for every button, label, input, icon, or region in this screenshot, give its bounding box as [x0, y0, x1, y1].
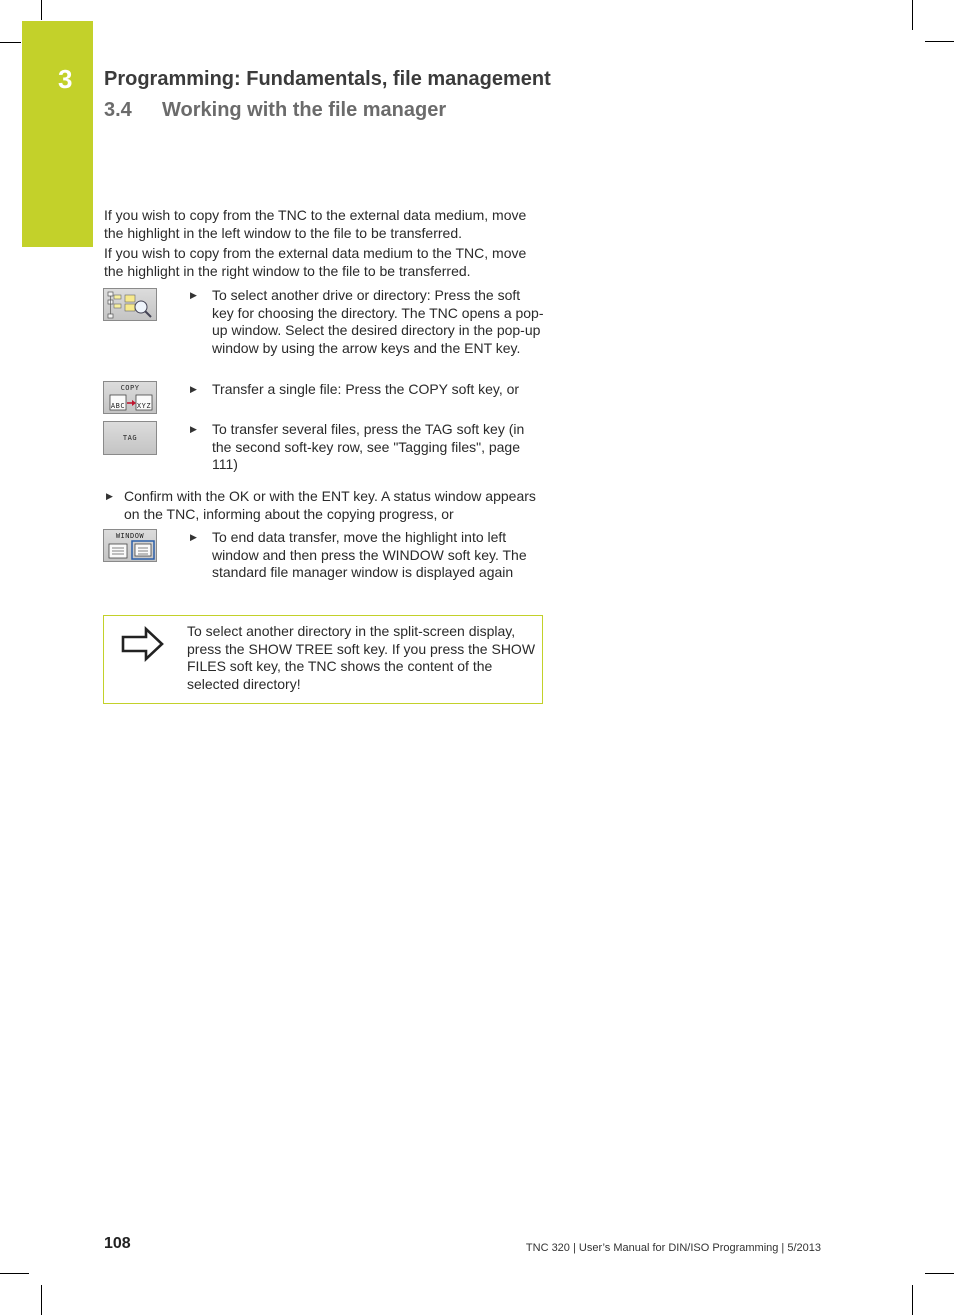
copy-softkey[interactable]: COPY ABC XYZ	[103, 381, 157, 414]
footer-text: TNC 320 | User’s Manual for DIN/ISO Programming | 5/2013	[525, 1242, 821, 1254]
tag-softkey[interactable]: TAG	[103, 421, 157, 455]
crop-mark	[0, 42, 21, 43]
step-tag-files: ▶ To transfer several files, press the TAG soft key (in the second soft-key row, see "Tagging files", page 111)	[190, 421, 525, 472]
crop-mark	[912, 0, 913, 30]
directory-softkey[interactable]	[103, 288, 157, 321]
crop-mark	[925, 41, 954, 42]
crop-mark	[912, 1285, 913, 1315]
crop-mark	[41, 0, 42, 20]
paragraph: If you wish to copy from the external data medium to the TNC, move the highlight in the right window to the file to be transferred.	[104, 245, 527, 279]
section-number: 3.4	[104, 99, 132, 121]
chapter-number: 3	[58, 64, 73, 94]
bullet-triangle-icon: ▶	[190, 532, 197, 542]
bullet-triangle-icon: ▶	[190, 424, 197, 434]
chapter-title: Programming: Fundamentals, file management	[104, 68, 551, 90]
bullet-triangle-icon: ▶	[106, 491, 113, 501]
crop-mark	[925, 1273, 954, 1274]
window-softkey[interactable]: WINDOW	[103, 529, 157, 562]
step-end-transfer: ▶ To end data transfer, move the highlight into left window and then press the WINDOW soft key. The standard file manager window is displayed again	[190, 529, 527, 580]
crop-mark	[0, 1273, 29, 1274]
page-number: 108	[104, 1235, 131, 1252]
paragraph: If you wish to copy from the TNC to the external data medium, move the highlight in the left window to the file to be transferred.	[104, 207, 527, 241]
note-divider	[185, 616, 186, 703]
note-text: To select another directory in the split-screen display, press the SHOW TREE soft key. If you press the SHOW FILES soft key, the TNC shows the content of the selected directory!	[187, 623, 536, 692]
crop-mark	[41, 1285, 42, 1315]
step-copy-file: ▶ Transfer a single file: Press the COPY soft key, or	[190, 381, 520, 397]
window-icon	[104, 530, 156, 561]
step-select-directory: ▶ To select another drive or directory: Press the soft key for choosing the directory. The TNC opens a pop-up window. Select the desired directory in the pop-up window by using the arrow keys and the ENT key.	[190, 287, 544, 356]
section-title: Working with the file manager	[162, 99, 447, 121]
directory-tree-icon	[104, 289, 156, 320]
bullet-triangle-icon: ▶	[190, 384, 197, 394]
chapter-tab	[22, 21, 93, 247]
arrow-right-icon	[120, 626, 166, 662]
note-box	[103, 615, 543, 704]
bullet-triangle-icon: ▶	[190, 290, 197, 300]
step-confirm: ▶ Confirm with the OK or with the ENT key. A status window appears on the TNC, informing about the copying progress, or	[106, 488, 536, 522]
